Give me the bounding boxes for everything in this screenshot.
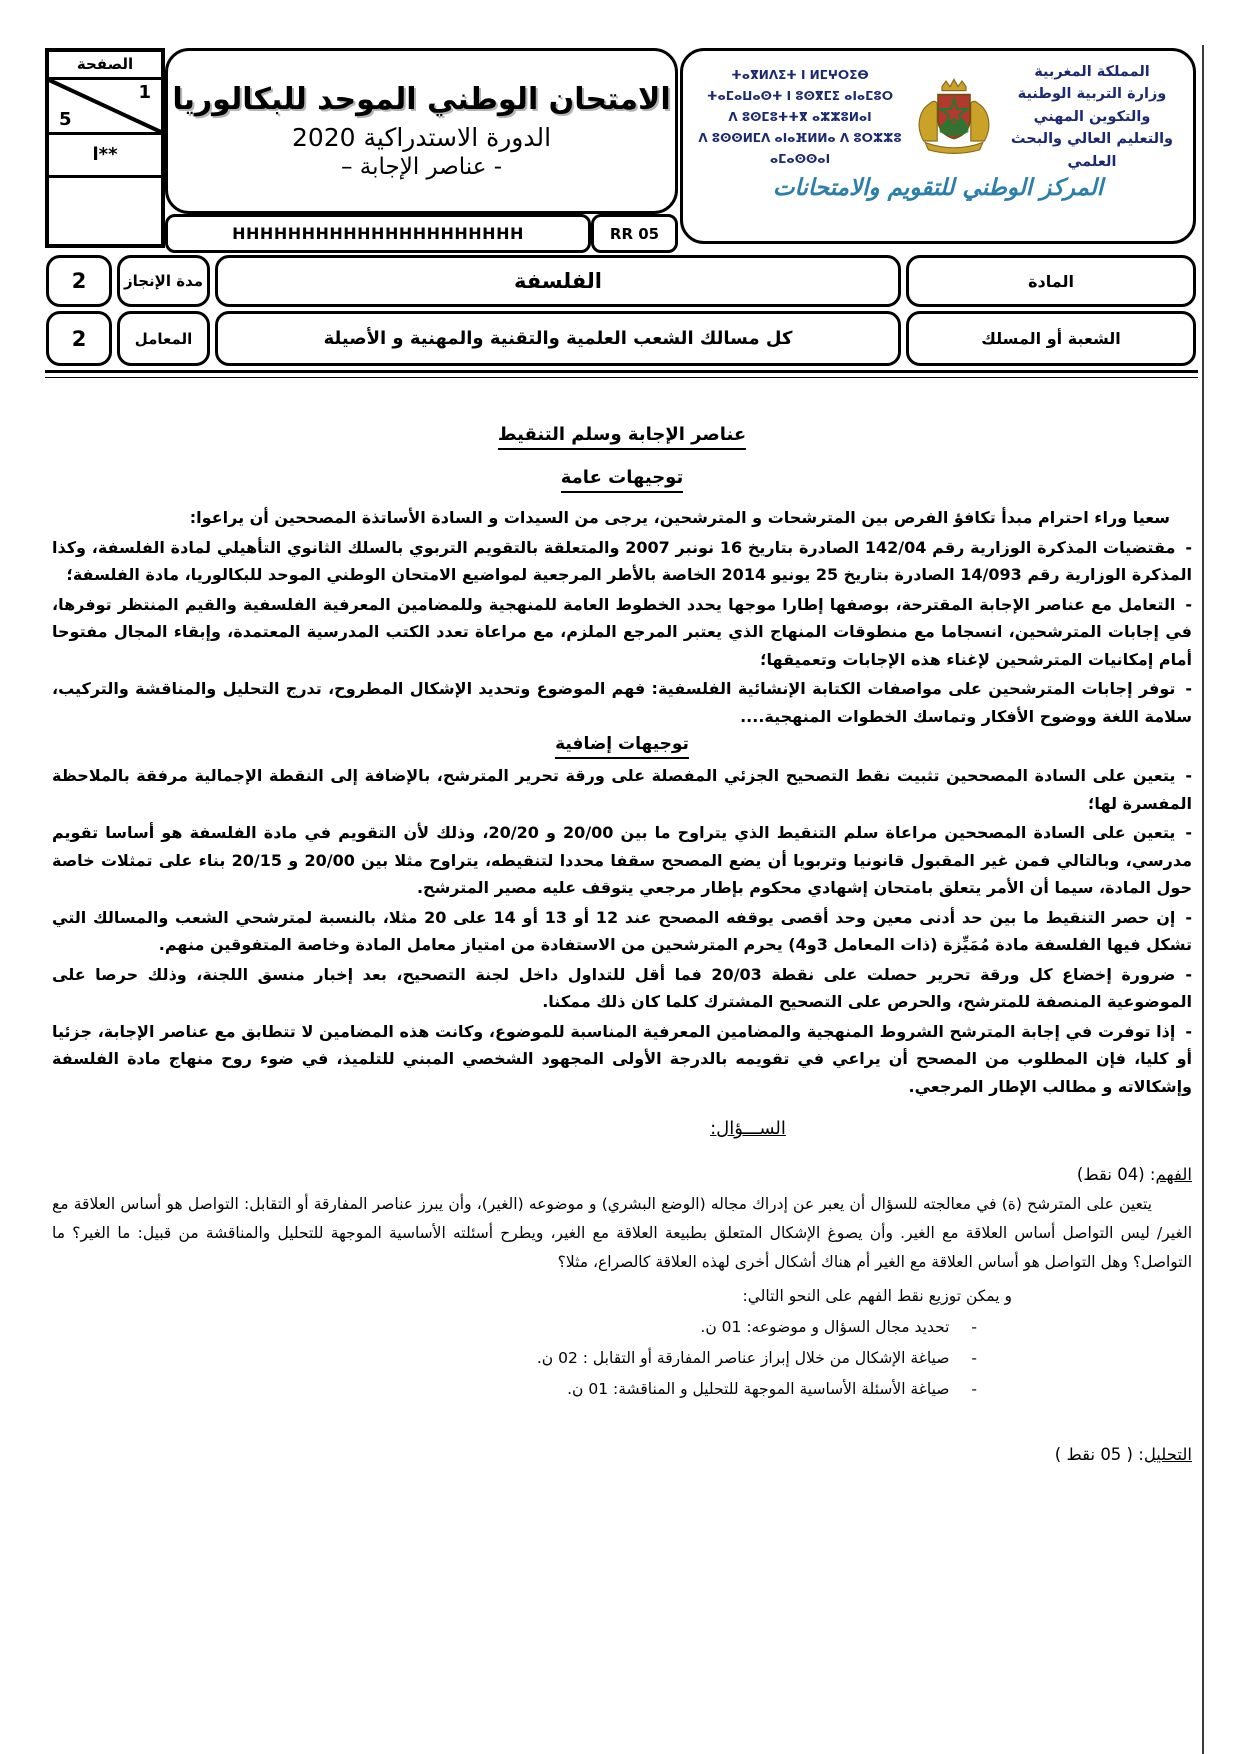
additional-guideline-item: -يتعين على السادة المصححين مراعاة سلم التنقيط الذي يتراوح ما بين 20/00 و 20/20، وذلك لأن التقويم في مادة الفلسفة هو أساسا تقويم مدرسي، وبالتالي فمن غير المقبول قانونيا وتربويا أن يضع المصحح سقفا محددا لتنقيطه، يتراوح مثلا بين 20/00 و 20/15 بناء على تمثلات خاصة حول المادة، سيما أن الأمر يتعلق بامتحان إشهادي محكوم بإطار مرجعي يتوقف عليه مصير المترشح. (52, 823, 1192, 898)
reference-code: RR 05 (609, 224, 660, 243)
bullet-dash: - (971, 1348, 977, 1367)
total-pages-number: 5 (59, 109, 72, 130)
answer-key-body (52, 394, 1192, 1470)
points-distribution-intro: و يمكن توزيع نقط الفهم على النحو التالي: (742, 1287, 1012, 1306)
additional-guideline-item: -يتعين على السادة المصححين تثبيت نقط التصحيح الجزئي المفصلة على ورقة تحرير المترشح، بالإضافة إلى النقطة الإجمالية مرفقة بالملاحظة المفسرة لها؛ (52, 766, 1192, 813)
additional-guideline-item: -ضرورة إخضاع كل ورقة تحرير حصلت على نقطة 20/03 فما أقل للتداول داخل لجنة التصحيح، بعد إخبار منسق اللجنة، وذلك حرصا على الموضوعية المنصفة للمترشح، والحرص على التصحيح المشترك كلما كان ذلك ممكنا. (52, 964, 1193, 1012)
current-page-number: 1 (138, 82, 151, 103)
general-guideline-item: -التعامل مع عناصر الإجابة المقترحة، بوصفها إطارا موجها يحدد الخطوط العامة للمنهجية وللمضامين المعرفية الفلسفية والقيم المنتظر توفرها، في إجابات المترشحين، انسجاما مع منطوقات المنهاج الذي يعتبر المرجع الملزم، مع مراعاة تعدد الكتب المدرسية المعتمدة، وإبقاء المجال مفتوحا أمام إمكانيات المترشحين لإغناء هذه الإجابات وتعميقها؛ (52, 594, 1192, 669)
header-divider-rule (45, 370, 1198, 378)
duration-value-cell: 2 (46, 255, 112, 307)
comprehension-label: الفهم (1155, 1165, 1192, 1185)
distribution-item: -تحديد مجال السؤال و موضوعه: 01 ن. (700, 1317, 977, 1336)
general-guideline-item: -مقتضيات المذكرة الوزارية رقم 142/04 الصادرة بتاريخ 16 نونبر 2007 والمتعلقة بالتقويم التربوي بالسلك الثانوي التأهيلي لمادة الفلسفة، وكذا المذكرة الوزارية رقم 14/093 الصادرة بتاريخ 25 يونيو 2014 الخاصة بالأطر المرجعية لمواضيع الامتحان الوطني الموحد للبكالوريا، مادة الفلسفة؛ (52, 537, 1193, 585)
ministry-header-box (680, 48, 1196, 244)
ministry-line: وزارة التربية الوطنية (1017, 86, 1167, 103)
ministry-line: والتكوين المهني (1033, 108, 1151, 125)
bullet-dash: - (1185, 679, 1192, 699)
analysis-heading (52, 1445, 1192, 1464)
barcode-text: HHHHHHHHHHHHHHHHHHHHH (232, 224, 524, 243)
subject-code-mask: ا** (49, 135, 161, 178)
distribution-item: -صياغة الإشكال من خلال إبراز عناصر المفارقة أو التقابل : 02 ن. (536, 1348, 977, 1367)
answer-elements-heading: عناصر الإجابة وسلم التنقيط (52, 424, 1192, 445)
empty-cell (49, 178, 161, 244)
general-guideline-item: -توفر إجابات المترشحين على مواصفات الكتابة الإنشائية الفلسفية: فهم الموضوع وتحديد الإشكال المطروح، تدرج التحليل والمناقشة والتركيب، سلامة اللغة ووضوح الأفكار وتماسك الخطوات المنهجية.... (52, 679, 1192, 726)
additional-guideline-item: -إن حصر التنقيط ما بين حد أدنى معين وحد أقصى يوقفه المصحح عند 12 أو 13 أو 14 على 20 مثلا، بالنسبة لمترشحي الشعب والمسالك التي تشكل فيها الفلسفة مادة مُمَيِّزة (ذات المعامل 3و4) يحرم المترشحين من الاستفادة من امتياز معامل المادة وخاصة المتفوقين منهم. (52, 907, 1192, 955)
ministry-tifinagh-names (695, 65, 905, 170)
exam-session: الدورة الاستدراكية 2020 (291, 123, 552, 152)
page-counter-box (45, 48, 165, 248)
tifinagh-line: ⵜⴰⵎⴰⵡⴰⵙⵜ ⵏ ⵓⵙⴳⵎⵉ ⴰⵏⴰⵎⵓⵔ (707, 88, 893, 103)
bullet-dash: - (1185, 1021, 1192, 1041)
distribution-item: -صياغة الأسئلة الأساسية الموجهة للتحليل و المناقشة: 01 ن. (567, 1379, 977, 1398)
subject-name-cell: الفلسفة (215, 255, 901, 307)
tifinagh-line: ⴷ ⵓⵙⵎⵓⵜⵜⴳ ⴰⵣⵣⵓⵍⴰⵏ (728, 109, 872, 124)
ministry-arabic-names (1003, 61, 1181, 173)
bullet-dash: - (1185, 823, 1192, 843)
analysis-label: التحليل (1143, 1444, 1192, 1464)
guidelines-intro-paragraph: سعيا وراء احترام مبدأ تكافؤ الفرص بين المترشحات و المترشحين، يرجى من السيدات و السادة الأساتذة المصححين أن يراعوا: (189, 508, 1170, 527)
bullet-dash: - (1185, 537, 1193, 557)
additional-guidelines-heading: توجيهات إضافية (52, 734, 1192, 754)
bullet-dash: - (1185, 766, 1192, 786)
bullet-dash: - (1185, 594, 1192, 614)
exam-subtitle: - عناصر الإجابة – (340, 154, 503, 180)
page-edge-line (1202, 45, 1204, 1754)
bullet-dash: - (971, 1379, 977, 1398)
ministry-line: المملكة المغربية (1034, 64, 1150, 80)
additional-guideline-item: -إذا توفرت في إجابة المترشح الشروط المنهجية والمضامين المعرفية المناسبة للموضوع، وكانت هذه المضامين لا تتطابق مع عناصر الإجابة، جزئيا أو كليا، فإن المطلوب من المصحح أن يراعي في تقويمه بالدرجة الأولى المجهود الشخصي المبني للتلميذ، في ضوء روح منهاج مادة الفلسفة وإشكالاته و مطالب الإطار المرجعي. (52, 1021, 1192, 1096)
barcode-box (165, 214, 591, 253)
page-counter-fraction (49, 80, 161, 135)
duration-label-cell: مدة الإنجاز (117, 255, 210, 307)
tifinagh-line: ⵜⴰⴳⵍⴷⵉⵜ ⵏ ⵍⵎⵖⵔⵉⴱ (731, 67, 869, 82)
comprehension-heading (52, 1165, 1192, 1184)
exam-main-title: الامتحان الوطني الموحد للبكالوريا (172, 82, 671, 117)
reference-code-box (591, 214, 678, 253)
exam-title-box (165, 48, 678, 214)
comprehension-paragraph: يتعين على المترشح (ة) في معالجته للسؤال أن يعبر عن إدراك مجاله (الوضع البشري) و موضوعه (الغير)، وأن يبرز عناصر المفارقة أو التقابل: التواصل هو أساس العلاقة مع الغير/ ليس التواصل أساس العلاقة مع الغير. وأن يصوغ الإشكال المتعلق بطبيعة العلاقة مع الغير، ويطرح أسئلته الأساسية الموجهة للتحليل والمناقشة من قبيل: ما الغير؟ ما التواصل؟ وهل التواصل هو أساس العلاقة مع الغير أم هناك أشكال أخرى لهذه العلاقة كالصراع، مثلا؟ (52, 1195, 1192, 1271)
general-guidelines-heading: توجيهات عامة (52, 467, 1192, 488)
analysis-points: : ( 05 نقط ) (1054, 1444, 1144, 1464)
evaluation-center-name: المركز الوطني للتقويم والامتحانات (772, 175, 1104, 202)
tracks-field-label-cell: الشعبة أو المسلك (906, 311, 1196, 366)
bullet-dash: - (1185, 964, 1193, 984)
morocco-coat-of-arms-icon (906, 77, 1002, 157)
page-counter-label: الصفحة (49, 52, 161, 80)
subject-field-label-cell: المادة (906, 255, 1196, 307)
question-heading: الســـؤال: (710, 1118, 786, 1140)
coefficient-label-cell: المعامل (117, 311, 210, 366)
bullet-dash: - (971, 1317, 977, 1336)
bullet-dash: - (1185, 907, 1192, 927)
coefficient-value-cell: 2 (46, 311, 112, 366)
tifinagh-line: ⴷ ⵓⵙⵙⵍⵎⴷ ⴰⵏⴰⴼⵍⵍⴰ ⴷ ⵓⵔⵣⵣⵓ ⴰⵎⴰⵙⵙⴰⵏ (698, 130, 902, 166)
comprehension-points: : (04 نقط) (1076, 1165, 1156, 1185)
ministry-line: والتعليم العالي والبحث العلمي (1010, 131, 1174, 170)
tracks-name-cell: كل مسالك الشعب العلمية والتقنية والمهنية و الأصيلة (215, 311, 901, 366)
